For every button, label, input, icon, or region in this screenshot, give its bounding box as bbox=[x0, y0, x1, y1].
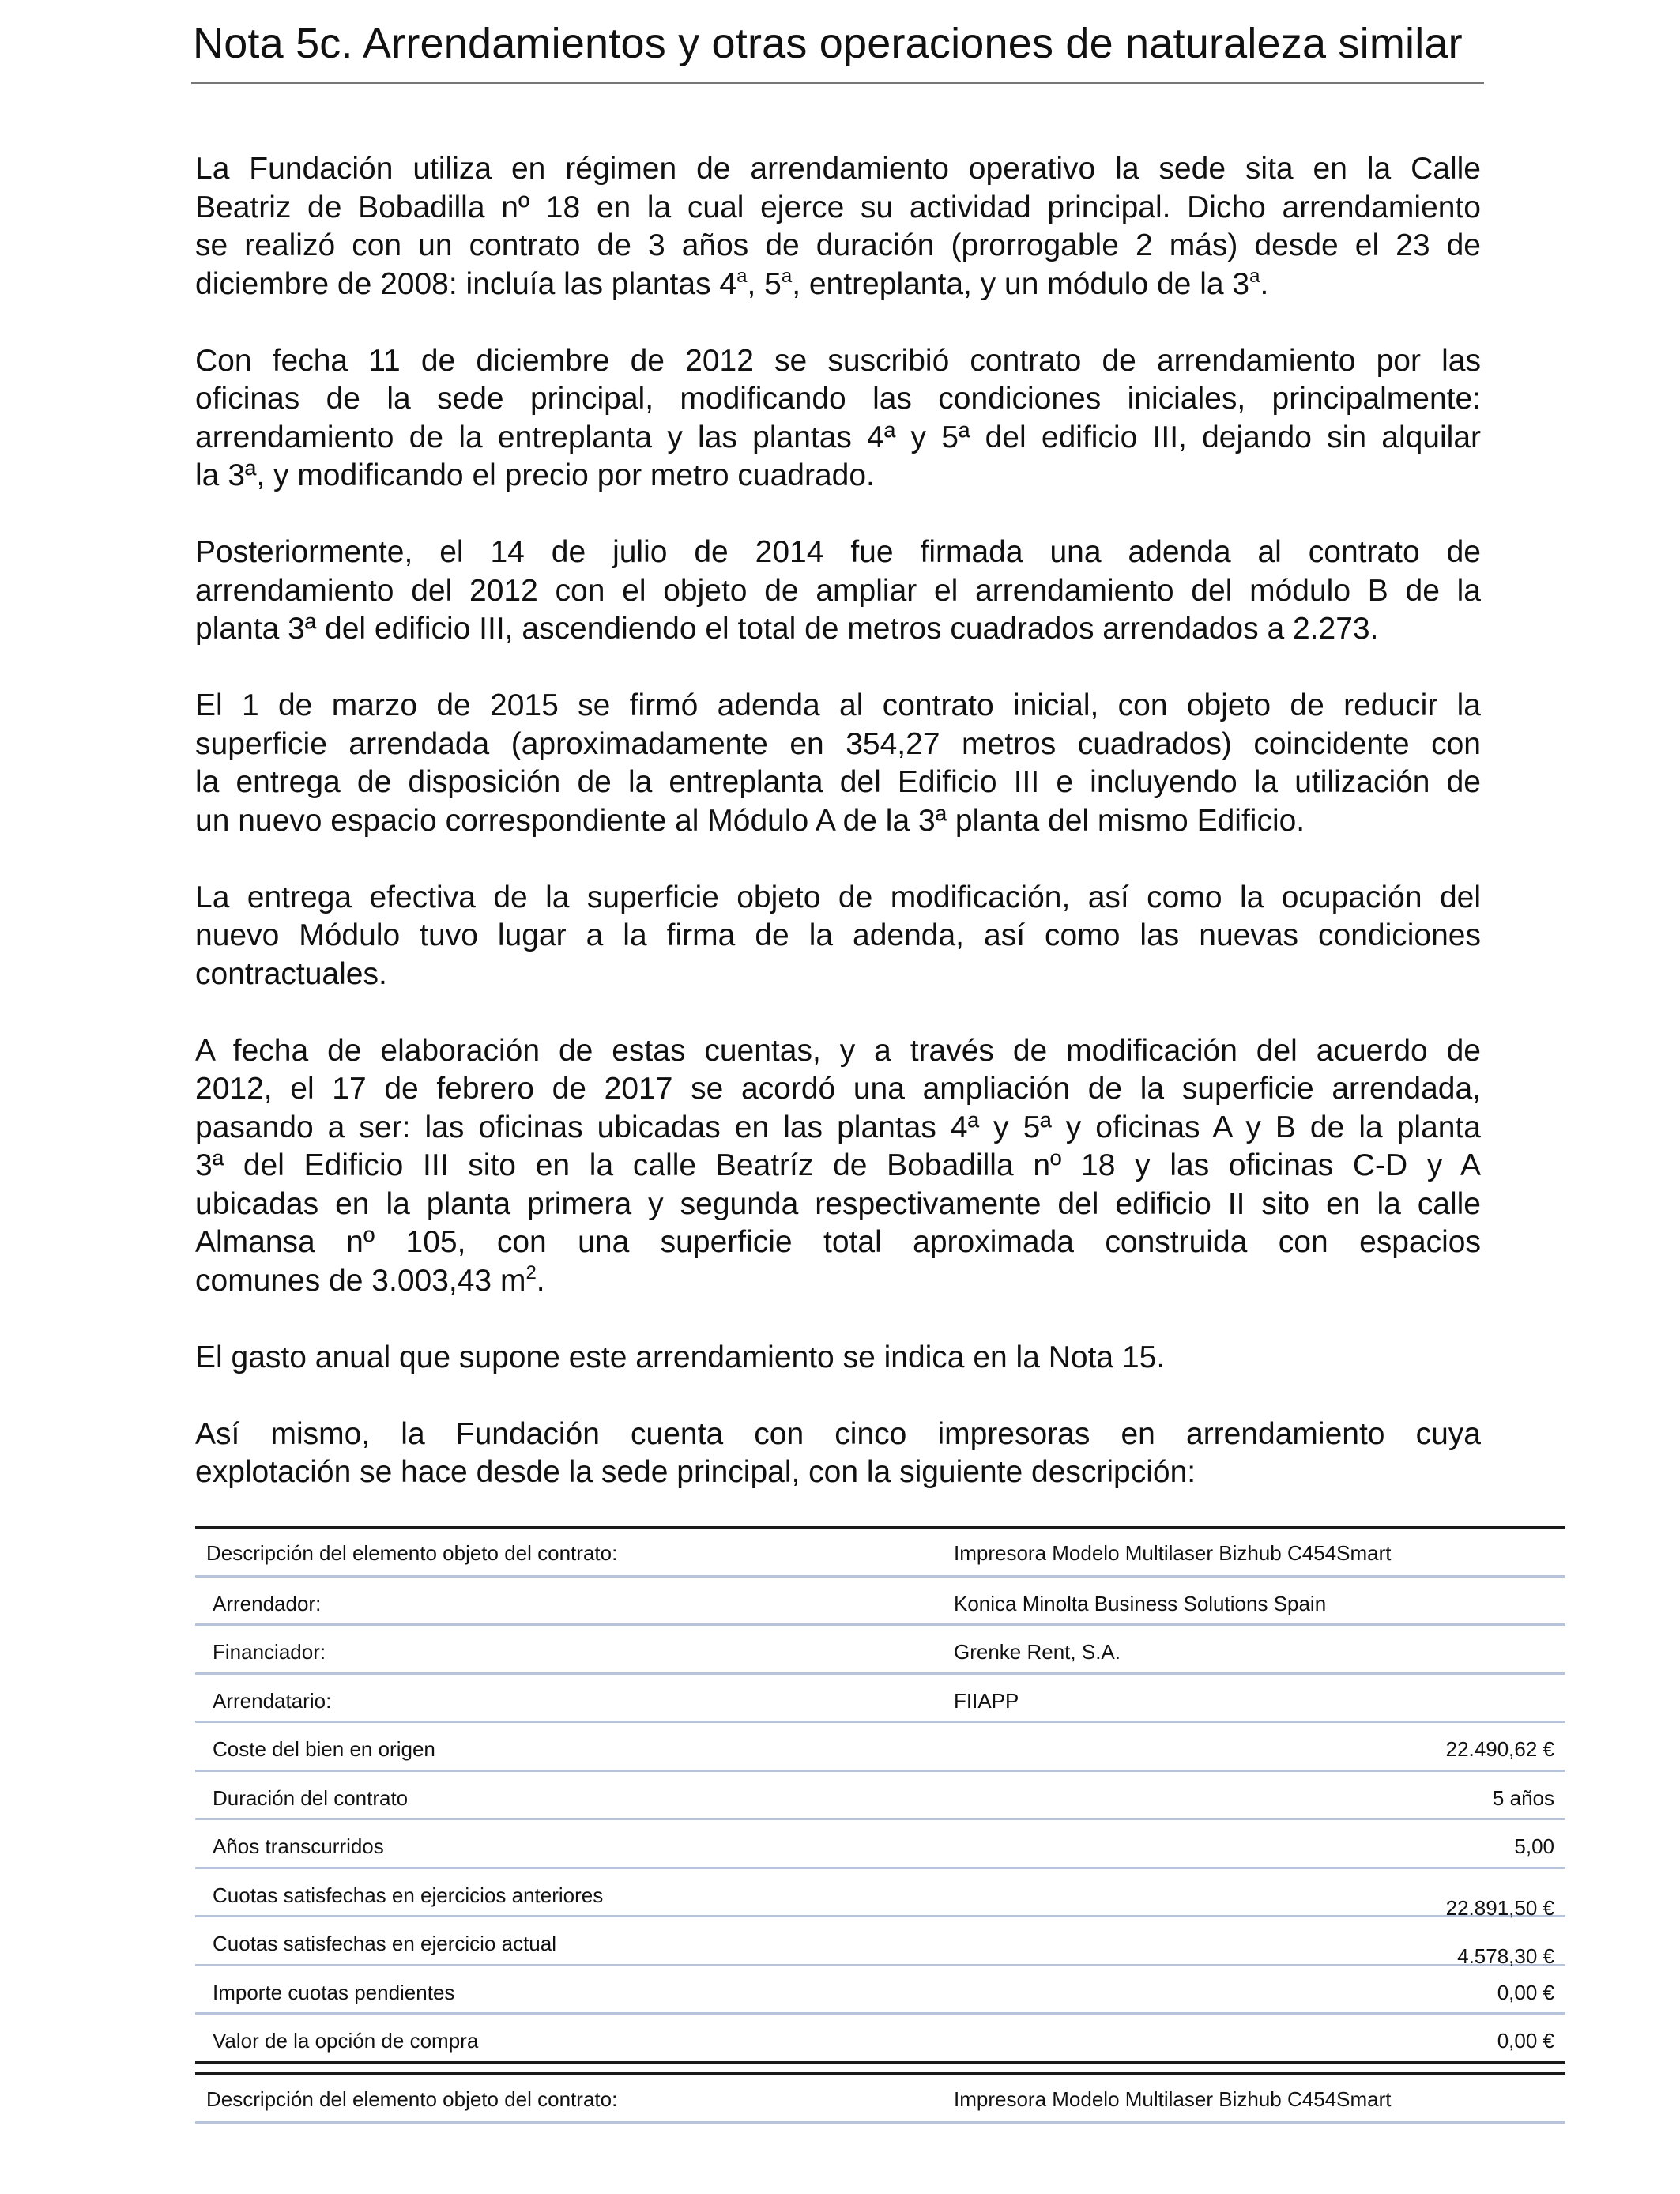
row-amount: 0,00 € bbox=[1497, 1980, 1554, 2004]
text-line: arrendamiento del 2012 con el objeto de ampliar el arrendamiento del módulo B de la bbox=[195, 573, 1481, 608]
text-line: Almansa nº 105, con una superficie total aproximada construida con espacios bbox=[195, 1225, 1481, 1259]
table-row bbox=[195, 2015, 1565, 2061]
table-row bbox=[195, 1723, 1565, 1772]
row-label: Duración del contrato bbox=[213, 1785, 409, 1810]
row-amount: 5,00 bbox=[1514, 1834, 1554, 1858]
text-fragment: comunes de 3.003,43 m bbox=[195, 1263, 526, 1298]
lease-table-printer-1 bbox=[195, 1526, 1565, 2064]
ordinal-superscript: a bbox=[781, 265, 793, 287]
text-line: arrendamiento de la entreplanta y las plantas 4ª y 5ª del edificio III, dejando sin alquilar bbox=[195, 420, 1481, 454]
row-label: Descripción del elemento objeto del contrato: bbox=[206, 2087, 618, 2111]
text-fragment: . bbox=[536, 1263, 545, 1298]
paragraph-contrato-2012 bbox=[195, 342, 1481, 496]
ordinal-superscript: a bbox=[1249, 265, 1260, 287]
paragraph-adenda-2014 bbox=[195, 533, 1481, 649]
text-line: La entrega efectiva de la superficie objeto de modificación, así como la ocupación del bbox=[195, 880, 1481, 914]
row-label: Cuotas satisfechas en ejercicios anteriores bbox=[213, 1883, 604, 1907]
text-line: la 3ª, y modificando el precio por metro cuadrado. bbox=[195, 458, 875, 492]
table-row bbox=[195, 1529, 1565, 1578]
text-line: La Fundación utiliza en régimen de arrendamiento operativo la sede sita en la Calle bbox=[195, 152, 1481, 186]
text-line: Con fecha 11 de diciembre de 2012 se suscribió contrato de arrendamiento por las bbox=[195, 343, 1481, 378]
text-line: ubicadas en la planta primera y segunda respectivamente del edificio II sito en la calle bbox=[195, 1186, 1481, 1221]
document-body bbox=[195, 150, 1481, 1530]
row-value: Konica Minolta Business Solutions Spain bbox=[954, 1591, 1327, 1615]
text-line: se realizó con un contrato de 3 años de duración (prorrogable 2 más) desde el 23 de bbox=[195, 228, 1481, 262]
row-label: Años transcurridos bbox=[213, 1834, 384, 1858]
text-line: planta 3ª del edificio III, ascendiendo el total de metros cuadrados arrendados a 2.273. bbox=[195, 612, 1379, 646]
table-row bbox=[195, 1869, 1565, 1918]
row-amount: 4.578,30 € bbox=[1457, 1944, 1554, 1968]
unit-superscript: 2 bbox=[525, 1261, 537, 1284]
row-label: Financiador: bbox=[213, 1640, 326, 1664]
table-row bbox=[195, 2075, 1565, 2124]
text-line: El 1 de marzo de 2015 se firmó adenda al contrato inicial, con objeto de reducir la bbox=[195, 688, 1481, 722]
text-line: 3ª del Edificio III sito en la calle Beatríz de Bobadilla nº 18 y las oficinas C-D y A bbox=[195, 1148, 1481, 1182]
row-amount: 5 años bbox=[1492, 1785, 1554, 1810]
text-fragment: , entreplanta, y un módulo de la 3 bbox=[792, 266, 1250, 301]
text-line: nuevo Módulo tuvo lugar a la firma de la adenda, así como las nuevas condiciones bbox=[195, 918, 1481, 952]
title-divider bbox=[191, 82, 1484, 84]
text-line: explotación se hace desde la sede principal, con la siguiente descripción: bbox=[195, 1455, 1196, 1489]
ordinal-superscript: a bbox=[736, 265, 748, 287]
text-line: Posteriormente, el 14 de julio de 2014 fue firmada una adenda al contrato de bbox=[195, 535, 1481, 569]
text-line: oficinas de la sede principal, modificando las condiciones iniciales, principalmente: bbox=[195, 382, 1481, 416]
table-bottom-rule bbox=[195, 2061, 1565, 2064]
text-line: la entrega de disposición de la entreplanta del Edificio III e incluyendo la utilización de bbox=[195, 765, 1481, 799]
paragraph-adenda-2015 bbox=[195, 687, 1481, 840]
row-label: Arrendatario: bbox=[213, 1688, 332, 1713]
text-line bbox=[195, 1262, 1481, 1301]
lease-table-printer-2 bbox=[195, 2072, 1565, 2124]
row-amount: 22.490,62 € bbox=[1445, 1737, 1554, 1761]
paragraph-ampliacion-2017 bbox=[195, 1032, 1481, 1301]
text-fragment: diciembre de 2008: incluía las plantas 4 bbox=[195, 266, 737, 301]
table-row bbox=[195, 1675, 1565, 1724]
row-label: Descripción del elemento objeto del contrato: bbox=[206, 1541, 618, 1565]
text-line: Así mismo, la Fundación cuenta con cinco impresoras en arrendamiento cuya bbox=[195, 1416, 1481, 1451]
text-fragment: , 5 bbox=[747, 266, 782, 301]
paragraph-entrega bbox=[195, 879, 1481, 994]
row-value: FIIAPP bbox=[954, 1688, 1019, 1713]
row-value: Impresora Modelo Multilaser Bizhub C454Smart bbox=[954, 2087, 1392, 2111]
paragraph-impresoras bbox=[195, 1416, 1481, 1492]
row-value: Grenke Rent, S.A. bbox=[954, 1640, 1121, 1664]
paragraph-gasto-anual bbox=[195, 1339, 1481, 1378]
table-row bbox=[195, 1578, 1565, 1627]
row-label: Arrendador: bbox=[213, 1591, 322, 1615]
row-amount: 22.891,50 € bbox=[1445, 1895, 1554, 1920]
row-label: Coste del bien en origen bbox=[213, 1737, 435, 1761]
row-label: Valor de la opción de compra bbox=[213, 2029, 479, 2053]
text-line bbox=[195, 266, 1481, 304]
text-line: pasando a ser: las oficinas ubicadas en las plantas 4ª y 5ª y oficinas A y B de la planta bbox=[195, 1110, 1481, 1144]
row-amount: 0,00 € bbox=[1497, 2029, 1554, 2053]
table-row bbox=[195, 1772, 1565, 1821]
text-line: 2012, el 17 de febrero de 2017 se acordó una ampliación de la superficie arrendada, bbox=[195, 1072, 1481, 1106]
text-line: Beatriz de Bobadilla nº 18 en la cual ejerce su actividad principal. Dicho arrendamiento bbox=[195, 190, 1481, 224]
text-line: contractuales. bbox=[195, 956, 387, 991]
table-row bbox=[195, 1966, 1565, 2015]
page-title: Nota 5c. Arrendamientos y otras operaciones de naturaleza similar bbox=[193, 20, 1463, 67]
table-row bbox=[195, 1626, 1565, 1675]
row-label: Cuotas satisfechas en ejercicio actual bbox=[213, 1932, 557, 1955]
paragraph-sede bbox=[195, 150, 1481, 303]
text-line: A fecha de elaboración de estas cuentas, y a través de modificación del acuerdo de bbox=[195, 1033, 1481, 1068]
text-line: El gasto anual que supone este arrendamiento se indica en la Nota 15. bbox=[195, 1340, 1166, 1374]
table-row bbox=[195, 1820, 1565, 1869]
text-fragment: . bbox=[1260, 266, 1269, 301]
row-value: Impresora Modelo Multilaser Bizhub C454Smart bbox=[954, 1541, 1392, 1565]
row-label: Importe cuotas pendientes bbox=[213, 1980, 455, 2004]
table-row bbox=[195, 1917, 1565, 1966]
text-line: superficie arrendada (aproximadamente en 354,27 metros cuadrados) coincidente con bbox=[195, 726, 1481, 761]
text-line: un nuevo espacio correspondiente al Módulo A de la 3ª planta del mismo Edificio. bbox=[195, 803, 1305, 838]
